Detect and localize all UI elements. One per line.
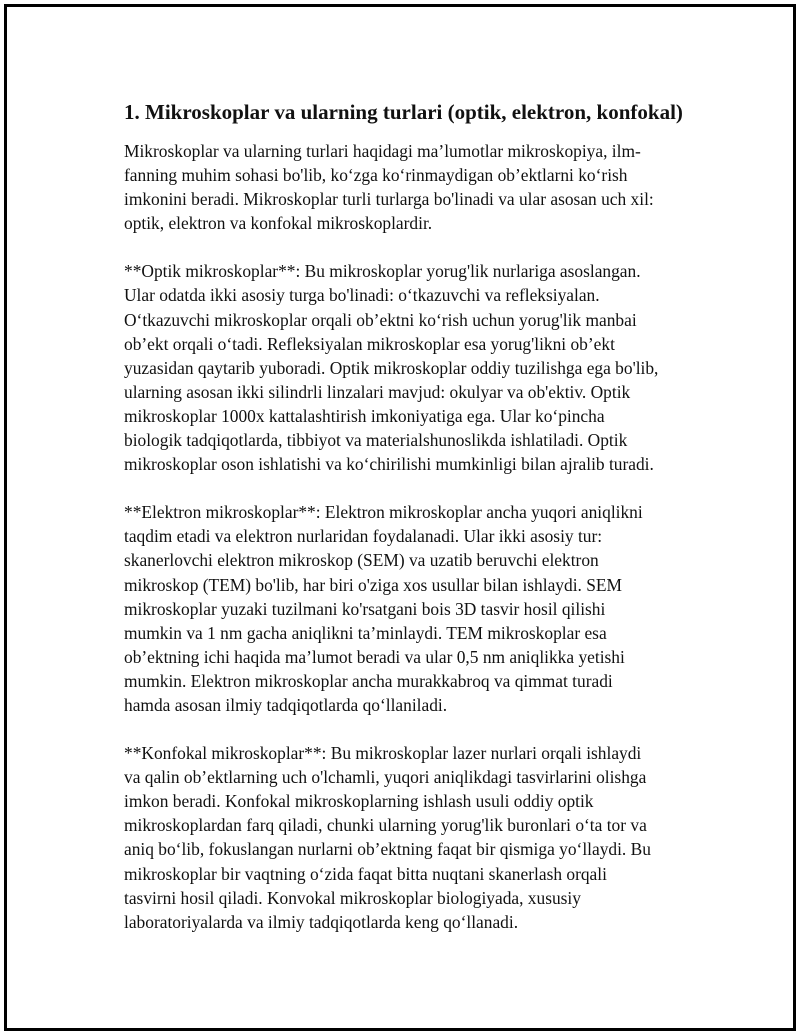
text-line: imkonini beradi. Mikroskoplar turli turlarga bo'linadi va ular asosan uch xil:: [124, 189, 654, 210]
text-line: ularning asosan ikki silindrli linzalari mavjud: okulyar va ob'ektiv. Optik: [124, 381, 631, 402]
document-body: [124, 99, 696, 958]
text-line: ob’ekt orqali o‘tadi. Refleksiyalan mikroskoplar esa yorug'likni ob’ekt: [124, 333, 615, 354]
text-line: Mikroskoplar va ularning turlari haqidagi ma’lumotlar mikroskopiya, ilm-: [124, 141, 641, 161]
text-line: fanning muhim sohasi bo'lib, ko‘zga ko‘rinmaydigan ob’ektlarni ko‘rish: [124, 165, 628, 186]
paragraph-optik: [124, 259, 696, 476]
text-line: mikroskop (TEM) bo'lib, har biri o'ziga xos usullar bilan ishlaydi. SEM: [124, 574, 622, 595]
text-line: mumkin va 1 nm gacha aniqlikni ta’minlaydi. TEM mikroskoplar esa: [124, 622, 607, 643]
paragraph-konfokal: [124, 741, 696, 934]
text-line: mumkin. Elektron mikroskoplar ancha murakkabroq va qimmat turadi: [124, 670, 613, 691]
text-line: mikroskoplardan farq qiladi, chunki ularning yorug'lik buronlari o‘ta tor va: [124, 815, 647, 836]
text-line: mikroskoplar yuzaki tuzilmani ko'rsatgani bois 3D tasvir hosil qilishi: [124, 598, 606, 619]
text-line: taqdim etadi va elektron nurlaridan foydalanadi. Ular ikki asosiy tur:: [124, 526, 603, 547]
text-line: **Optik mikroskoplar**: Bu mikroskoplar yorug'lik nurlariga asoslangan.: [124, 261, 641, 282]
text-line: mikroskoplar oson ishlatishi va ko‘chirilishi mumkinligi bilan ajralib turadi.: [124, 454, 654, 475]
paragraph-intro: [124, 139, 696, 235]
text-line: mikroskoplar bir vaqtning o‘zida faqat bitta nuqtani skanerlash orqali: [124, 863, 607, 884]
document-title: 1. Mikroskoplar va ularning turlari (optik, elektron, konfokal): [124, 100, 683, 124]
text-line: hamda asosan ilmiy tadqiqotlarda qo‘llaniladi.: [124, 694, 448, 715]
text-line: O‘tkazuvchi mikroskoplar orqali ob’ektni ko‘rish uchun yorug'lik manbai: [124, 309, 637, 330]
text-line: aniq bo‘lib, fokuslangan nurlarni ob’ektning faqat bir qismiga yo‘llaydi. Bu: [124, 839, 651, 860]
text-line: va qalin ob’ektlarning uch o'lchamli, yuqori aniqlikdagi tasvirlarini olishga: [124, 767, 647, 788]
text-line: ob’ektning ichi haqida ma’lumot beradi va ular 0,5 nm aniqlikka yetishi: [124, 646, 625, 667]
page-frame: [4, 4, 796, 1031]
text-line: laboratoriyalarda va ilmiy tadqiqotlarda keng qo‘llanadi.: [124, 911, 519, 932]
text-line: optik, elektron va konfokal mikroskoplardir.: [124, 213, 433, 234]
text-line: biologik tadqiqotlarda, tibbiyot va materialshunoslikda ishlatiladi. Optik: [124, 430, 628, 451]
text-line: **Konfokal mikroskoplar**: Bu mikroskoplar lazer nurlari orqali ishlaydi: [124, 743, 642, 764]
text-line: mikroskoplar 1000x kattalashtirish imkoniyatiga ega. Ular ko‘pincha: [124, 405, 605, 426]
text-line: skanerlovchi elektron mikroskop (SEM) va uzatib beruvchi elektron: [124, 550, 599, 571]
text-line: tasvirni hosil qiladi. Konvokal mikroskoplar biologiyada, xususiy: [124, 887, 581, 908]
paragraph-elektron: [124, 500, 696, 717]
text-line: imkon beradi. Konfokal mikroskoplarning ishlash usuli oddiy optik: [124, 791, 594, 812]
text-line: yuzasidan qaytarib yuboradi. Optik mikroskoplar oddiy tuzilishga ega bo'lib,: [124, 357, 659, 378]
text-line: **Elektron mikroskoplar**: Elektron mikroskoplar ancha yuqori aniqlikni: [124, 502, 643, 523]
text-line: Ular odatda ikki asosiy turga bo'linadi: o‘tkazuvchi va refleksiyalan.: [124, 285, 600, 306]
